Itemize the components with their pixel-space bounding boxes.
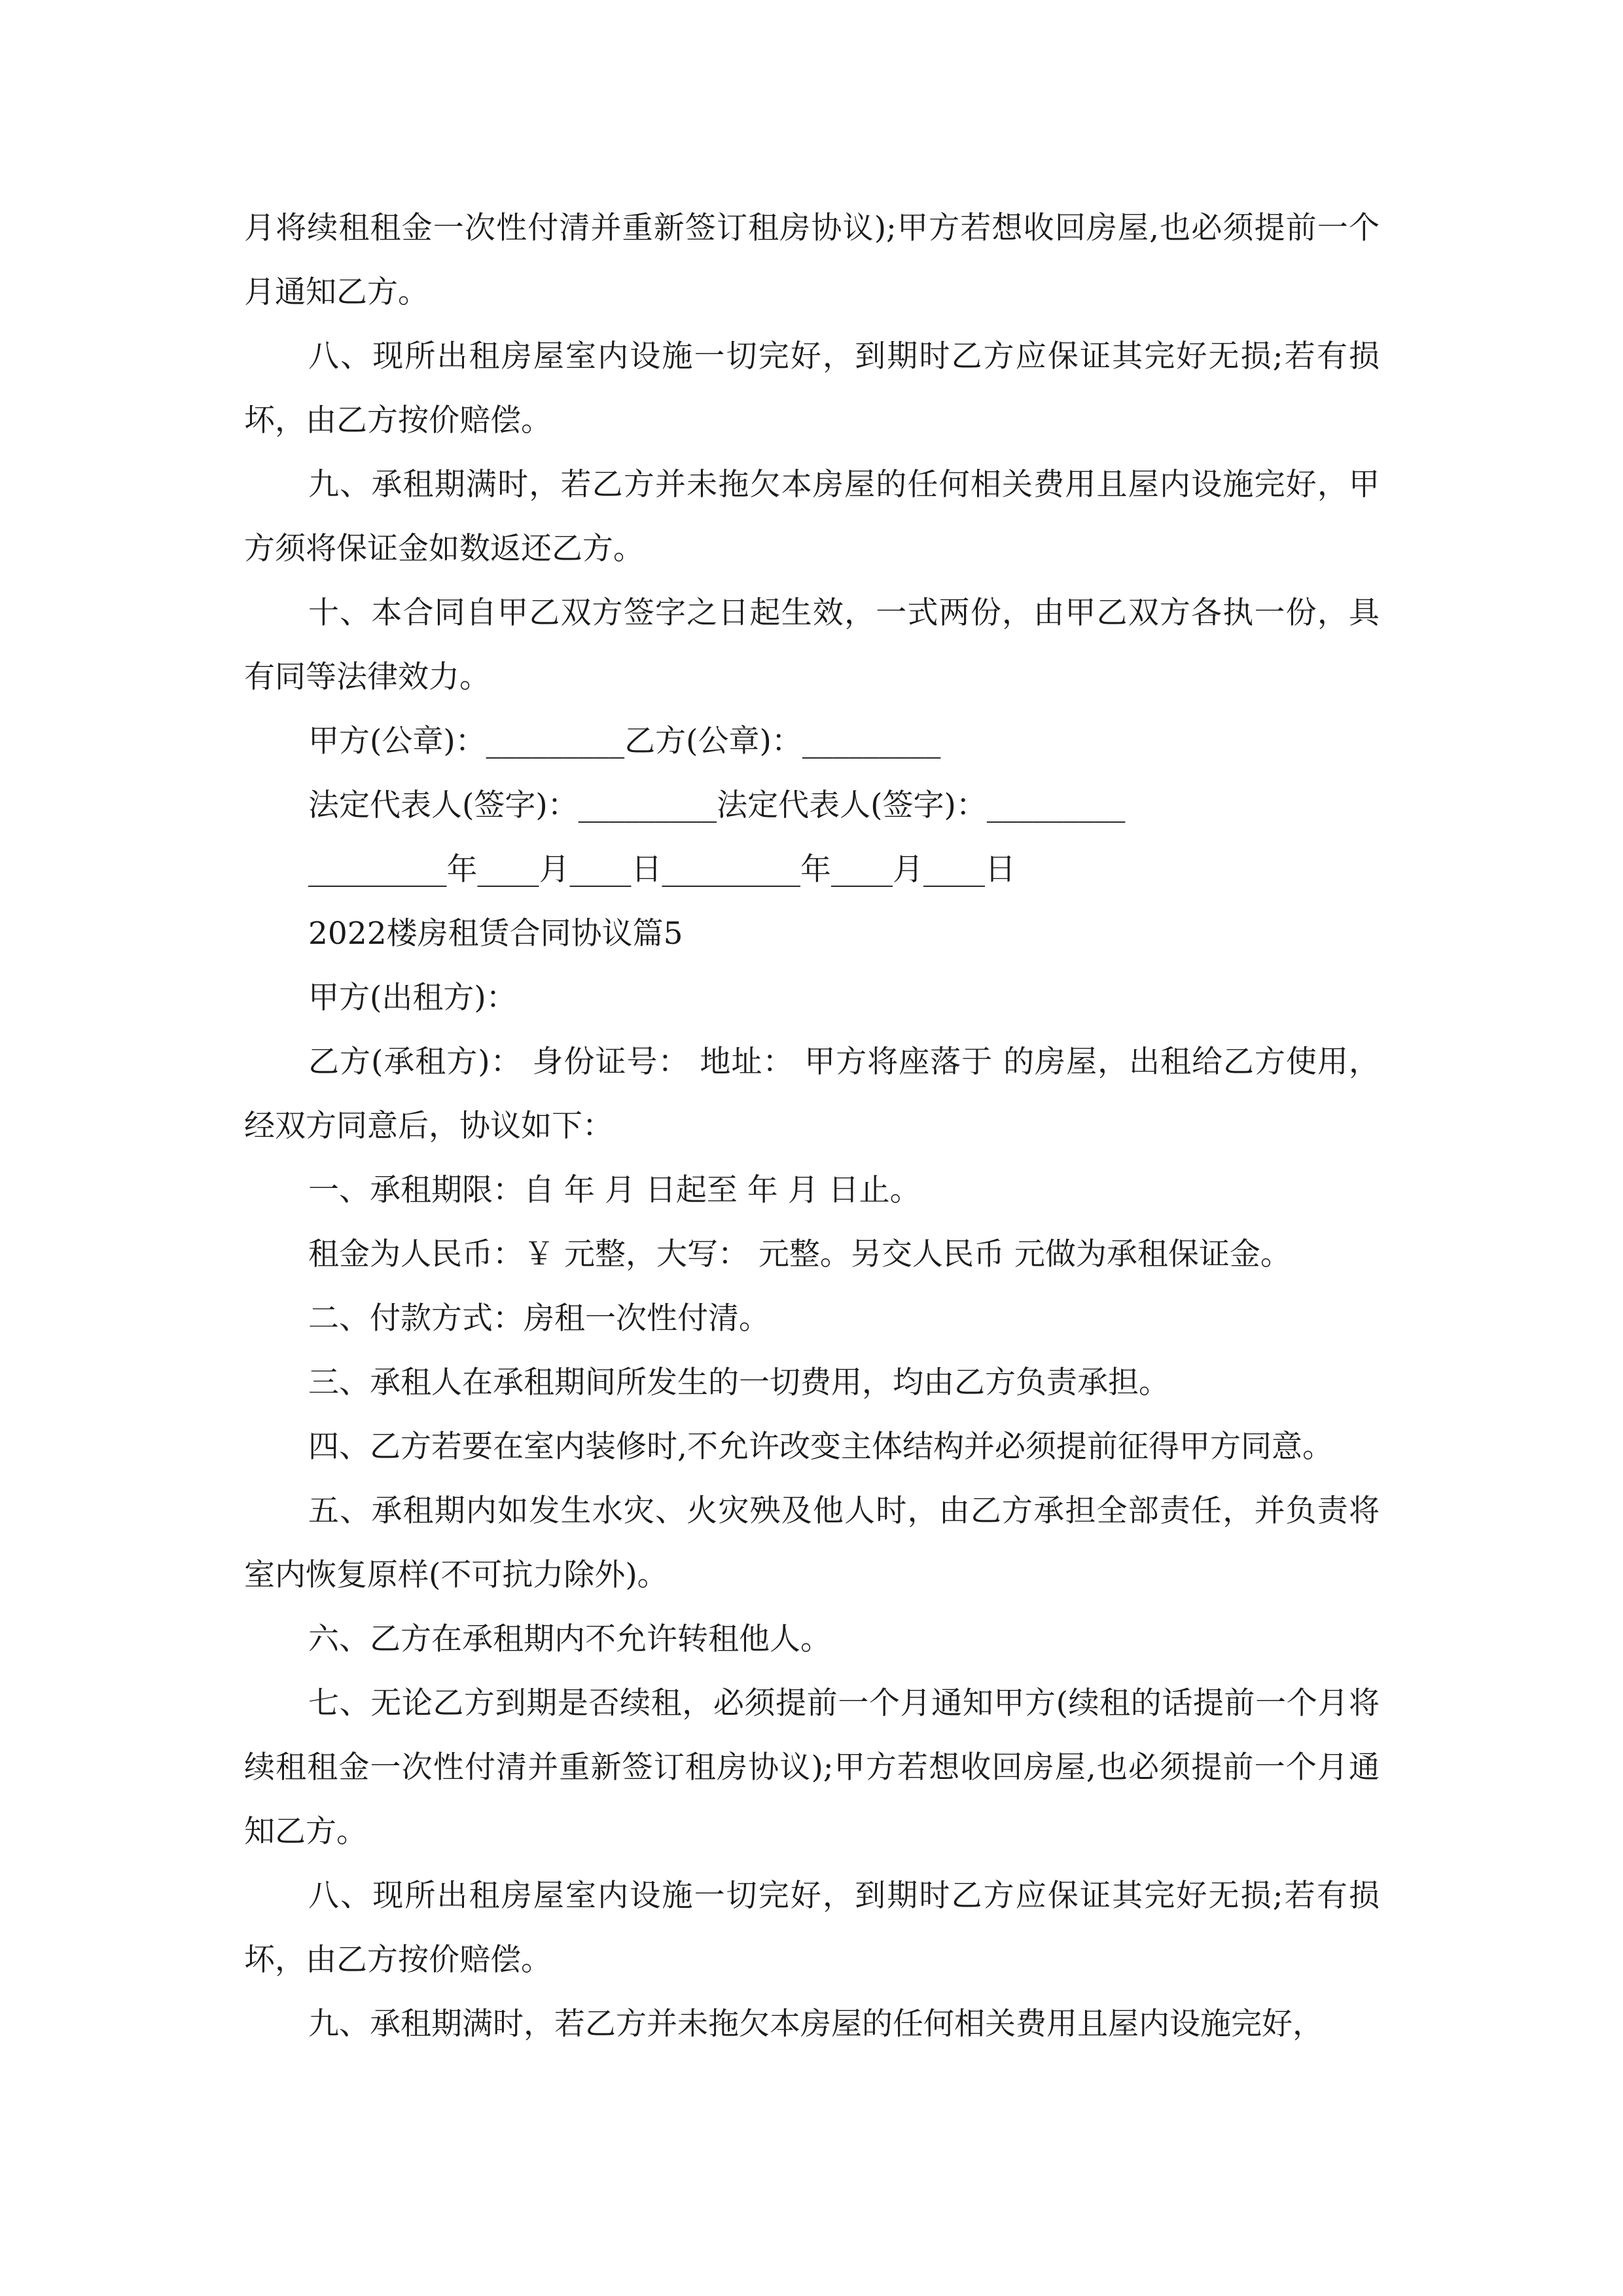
clause-3: 三、承租人在承租期间所发生的一切费用，均由乙方负责承担。 — [308, 1365, 1169, 1401]
clause-1: 一、承租期限：自 年 月 日起至 年 月 日止。 — [308, 1172, 921, 1208]
clause-7: 七、无论乙方到期是否续租，必须提前一个月通知甲方(续租的话提前一个月将续租租金一次性付清并重新签订租房协议);甲方若想收回房屋,也必须提前一个月通知乙方。 — [244, 1685, 1380, 1850]
clause-4: 四、乙方若要在室内装修时,不允许改变主体结构并必须提前征得甲方同意。 — [308, 1429, 1333, 1465]
clause-10: 十、本合同自甲乙双方签字之日起生效，一式两份，由甲乙双方各执一份，具有同等法律效力。 — [244, 595, 1380, 695]
signature-representative-line: 法定代表人(签字)：_________法定代表人(签字)：_________ — [308, 787, 1126, 823]
party-a-line: 甲方(出租方)： — [308, 980, 517, 1016]
clause-5: 五、承租期内如发生水灾、火灾殃及他人时，由乙方承担全部责任，并负责将室内恢复原样(不可抗力除外)。 — [244, 1493, 1380, 1593]
party-b-line: 乙方(承租方)： 身份证号： 地址： 甲方将座落于 的房屋，出租给乙方使用，经双方同意后，协议如下： — [244, 1044, 1380, 1144]
section-heading: 2022楼房租赁合同协议篇5 — [308, 916, 683, 952]
clause-8: 八、现所出租房屋室内设施一切完好，到期时乙方应保证其完好无损;若有损坏，由乙方按价赔偿。 — [244, 338, 1380, 439]
clause-2: 二、付款方式：房租一次性付清。 — [308, 1300, 770, 1336]
signature-seal-line: 甲方(公章)：_________乙方(公章)：_________ — [308, 723, 941, 759]
clause-9: 九、承租期满时，若乙方并未拖欠本房屋的任何相关费用且屋内设施完好，甲方须将保证金如数返还乙方。 — [244, 467, 1380, 567]
signature-date-line: _________年____月____日_________年____月____日 — [308, 852, 1016, 888]
rent-amount-line: 租金为人民币：￥ 元整，大写： 元整。另交人民币 元做为承租保证金。 — [308, 1236, 1291, 1272]
paragraph-continuation: 月将续租租金一次性付清并重新签订租房协议);甲方若想收回房屋,也必须提前一个月通知乙方。 — [244, 210, 1380, 310]
clause-8-second: 八、现所出租房屋室内设施一切完好，到期时乙方应保证其完好无损;若有损坏，由乙方按价赔偿。 — [244, 1878, 1380, 1978]
clause-9-second: 九、承租期满时，若乙方并未拖欠本房屋的任何相关费用且屋内设施完好， — [308, 2006, 1323, 2042]
document-body — [244, 196, 1380, 2056]
clause-6: 六、乙方在承租期内不允许转租他人。 — [308, 1621, 831, 1657]
